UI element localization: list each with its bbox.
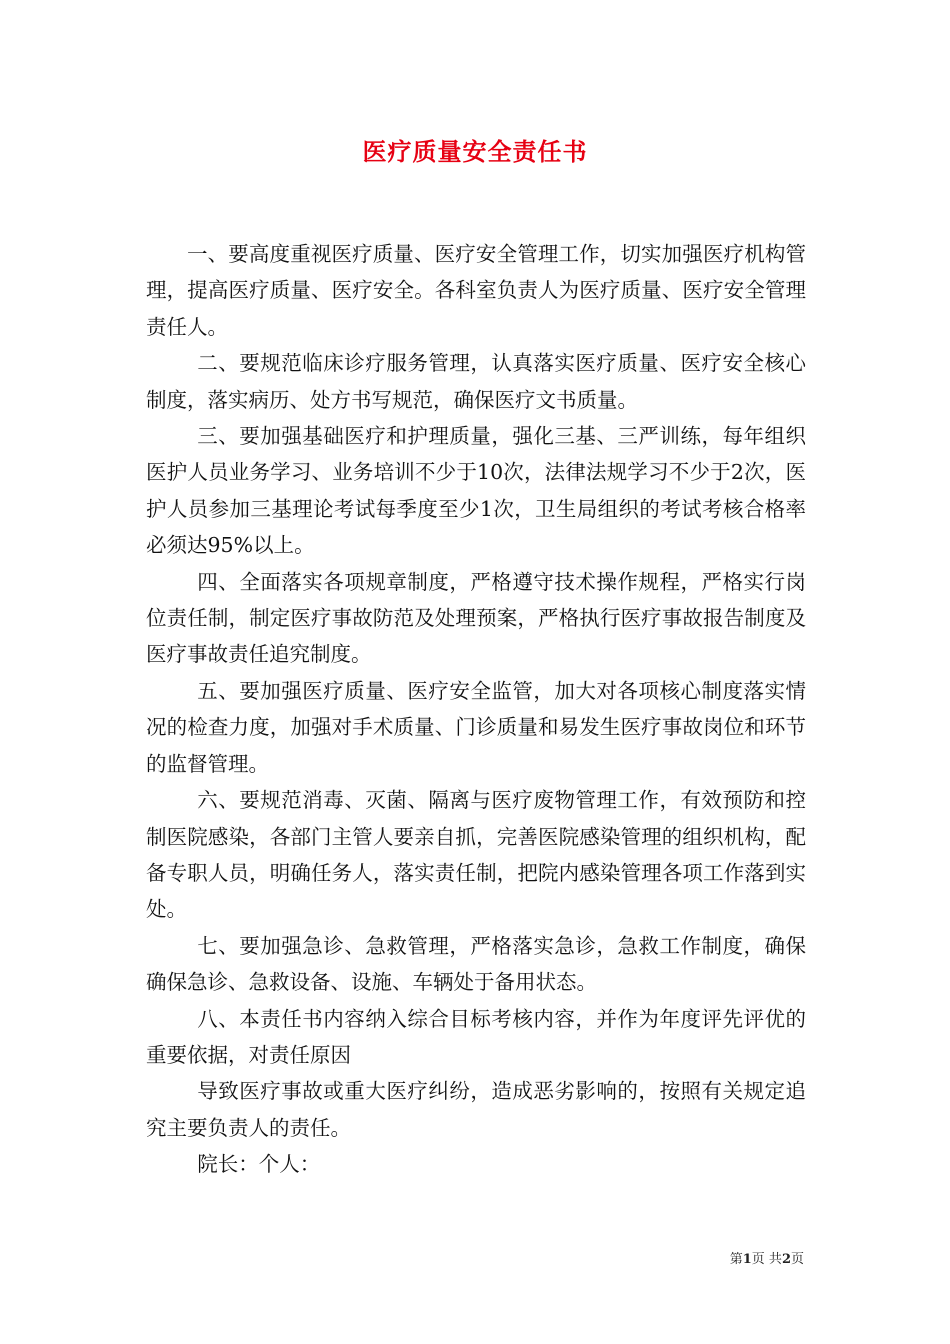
paragraph-2: 二、要规范临床诊疗服务管理，认真落实医疗质量、医疗安全核心制度，落实病历、处方书写规范，确保医疗文书质量。 [146, 351, 806, 412]
paragraph-4: 四、全面落实各项规章制度，严格遵守技术操作规程，严格实行岗位责任制，制定医疗事故防范及处理预案，严格执行医疗事故报告制度及医疗事故责任追究制度。 [146, 569, 806, 667]
footer-suffix: 页 [790, 1252, 804, 1267]
paragraph-8: 八、本责任书内容纳入综合目标考核内容，并作为年度评先评优的重要依据，对责任原因 [146, 1006, 806, 1067]
paragraph-5: 五、要加强医疗质量、医疗安全监管，加大对各项核心制度落实情况的检查力度，加强对手术质量、门诊质量和易发生医疗事故岗位和环节的监督管理。 [146, 678, 806, 776]
signature-line: 院长：个人： [197, 1152, 321, 1177]
footer-middle: 页 共 [751, 1252, 782, 1267]
footer-total-pages: 2 [781, 1252, 791, 1267]
document-body [146, 236, 806, 1183]
document-title: 医疗质量安全责任书 [362, 137, 588, 166]
page-footer [730, 1248, 804, 1267]
footer-prefix: 第 [729, 1252, 743, 1267]
paragraph-3: 三、要加强基础医疗和护理质量，强化三基、三严训练，每年组织医护人员业务学习、业务培训不少于10次，法律法规学习不少于2次，医护人员参加三基理论考试每季度至少1次，卫生局组织的考试考核合格率必须达95%以上。 [146, 424, 806, 558]
paragraph-6: 六、要规范消毒、灭菌、隔离与医疗废物管理工作，有效预防和控制医院感染，各部门主管人要亲自抓，完善医院感染管理的组织机构，配备专职人员，明确任务人，落实责任制，把院内感染管理各项工作落到实处。 [146, 788, 806, 922]
footer-current-page: 1 [742, 1252, 752, 1267]
paragraph-1: 一、要高度重视医疗质量、医疗安全管理工作，切实加强医疗机构管理，提高医疗质量、医疗安全。各科室负责人为医疗质量、医疗安全管理责任人。 [146, 242, 806, 339]
paragraph-7: 七、要加强急诊、急救管理，严格落实急诊，急救工作制度，确保确保急诊、急救设备、设施、车辆处于备用状态。 [146, 933, 806, 995]
paragraph-9: 导致医疗事故或重大医疗纠纷，造成恶劣影响的，按照有关规定追究主要负责人的责任。 [146, 1079, 806, 1140]
